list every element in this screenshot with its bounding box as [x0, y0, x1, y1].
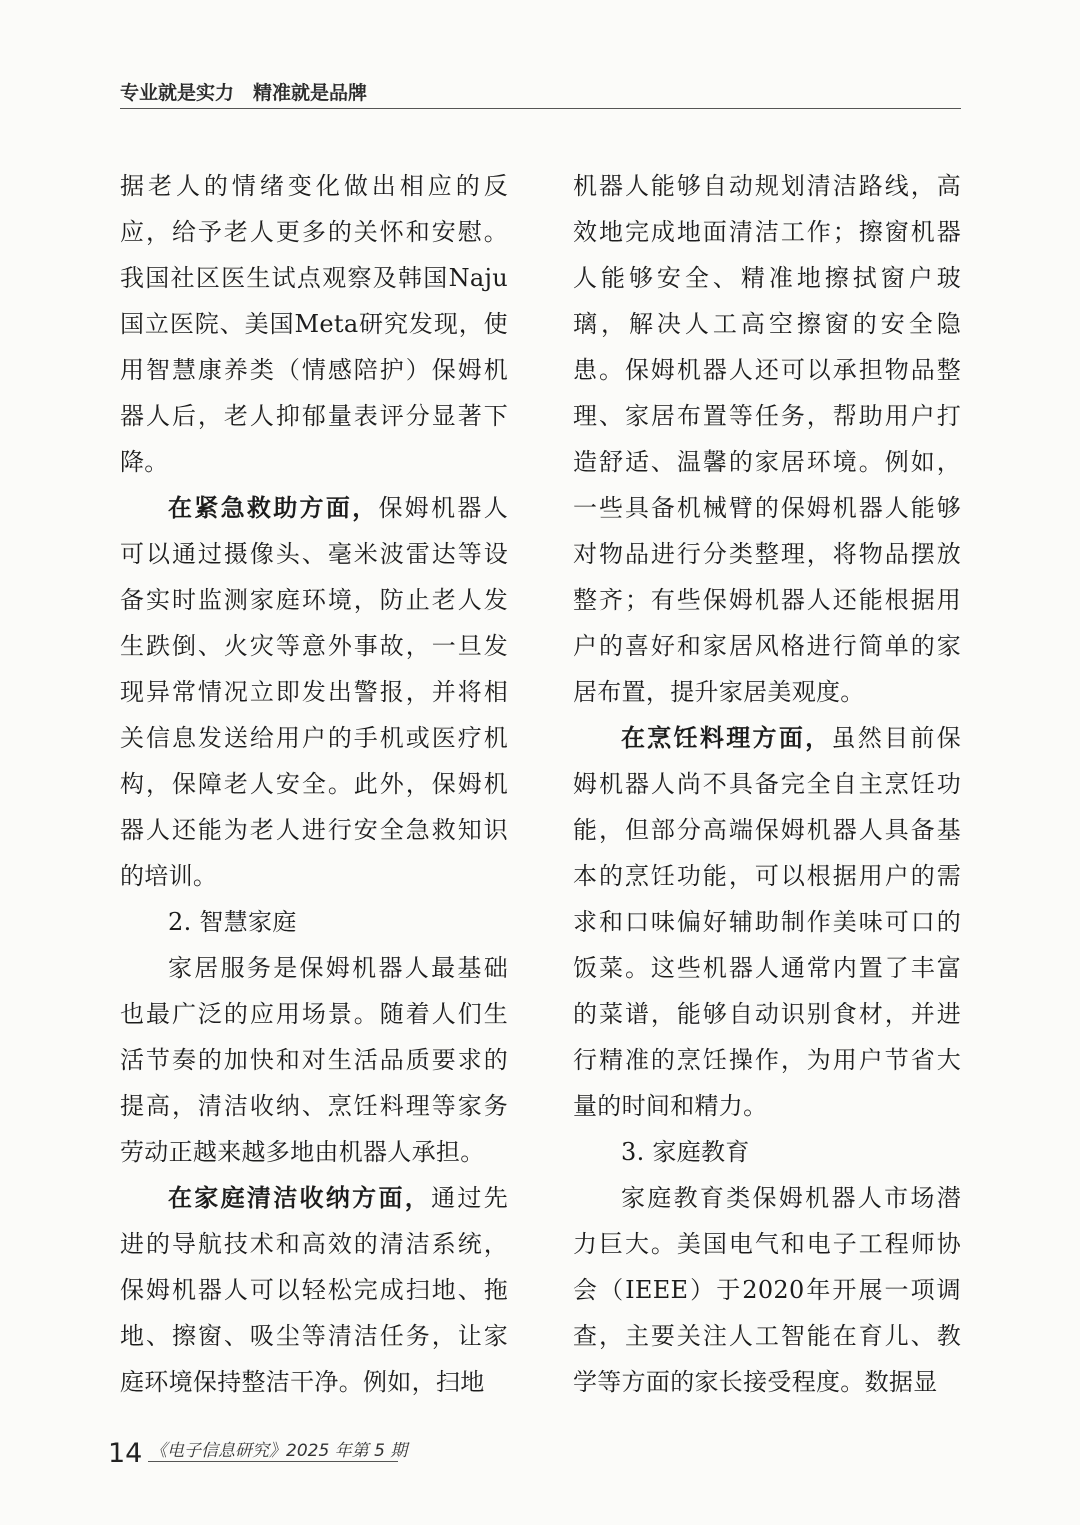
paragraph: 在家庭清洁收纳方面，通过先进的导航技术和高效的清洁系统，保姆机器人可以轻松完成扫地、拖地、擦窗、吸尘等清洁任务，让家庭环境保持整洁干净。例如，扫地 — [120, 1183, 508, 1396]
bold-lead: 在家庭清洁收纳方面， — [168, 1183, 432, 1212]
running-header: 专业就是实力 精准就是品牌 — [120, 82, 368, 104]
footer-rule — [148, 1461, 398, 1462]
paragraph: 在紧急救助方面，保姆机器人可以通过摄像头、毫米波雷达等设备实时监测家庭环境，防止老人发生跌倒、火灾等意外事故，一旦发现异常情况立即发出警报，并将相关信息发送给用户的手机或医疗机构，保障老人安全。此外，保姆机器人还能为老人进行安全急救知识的培训。 — [120, 493, 508, 890]
left-column — [120, 163, 508, 1405]
section-heading: 3. 家庭教育 — [621, 1138, 750, 1166]
bold-lead: 在紧急救助方面， — [168, 493, 379, 522]
paragraph: 家居服务是保姆机器人最基础也最广泛的应用场景。随着人们生活节奏的加快和对生活品质要求的提高，清洁收纳、烹饪料理等家务劳动正越来越多地由机器人承担。 — [120, 954, 508, 1166]
right-column — [573, 163, 961, 1405]
page-number: 14 — [108, 1438, 143, 1469]
bold-lead: 在烹饪料理方面， — [621, 723, 832, 752]
header-rule — [120, 108, 961, 109]
section-heading: 2. 智慧家庭 — [168, 908, 297, 936]
journal-title: 《电子信息研究》2025 年第 5 期 — [150, 1441, 408, 1461]
paragraph: 据老人的情绪变化做出相应的反应，给予老人更多的关怀和安慰。我国社区医生试点观察及韩国Naju国立医院、美国Meta研究发现，使用智慧康养类（情感陪护）保姆机器人后，老人抑郁量表评分显著下降。 — [120, 172, 508, 476]
paragraph: 在烹饪料理方面，虽然目前保姆机器人尚不具备完全自主烹饪功能，但部分高端保姆机器人具备基本的烹饪功能，可以根据用户的需求和口味偏好辅助制作美味可口的饭菜。这些机器人通常内置了丰富的菜谱，能够自动识别食材，并进行精准的烹饪操作，为用户节省大量的时间和精力。 — [573, 723, 961, 1120]
paragraph: 机器人能够自动规划清洁路线，高效地完成地面清洁工作；擦窗机器人能够安全、精准地擦拭窗户玻璃，解决人工高空擦窗的安全隐患。保姆机器人还可以承担物品整理、家居布置等任务，帮助用户打造舒适、温馨的家居环境。例如，一些具备机械臂的保姆机器人能够对物品进行分类整理，将物品摆放整齐；有些保姆机器人还能根据用户的喜好和家居风格进行简单的家居布置，提升家居美观度。 — [573, 172, 961, 706]
paragraph: 家庭教育类保姆机器人市场潜力巨大。美国电气和电子工程师协会（IEEE）于2020年开展一项调查，主要关注人工智能在育儿、教学等方面的家长接受程度。数据显 — [573, 1184, 961, 1396]
